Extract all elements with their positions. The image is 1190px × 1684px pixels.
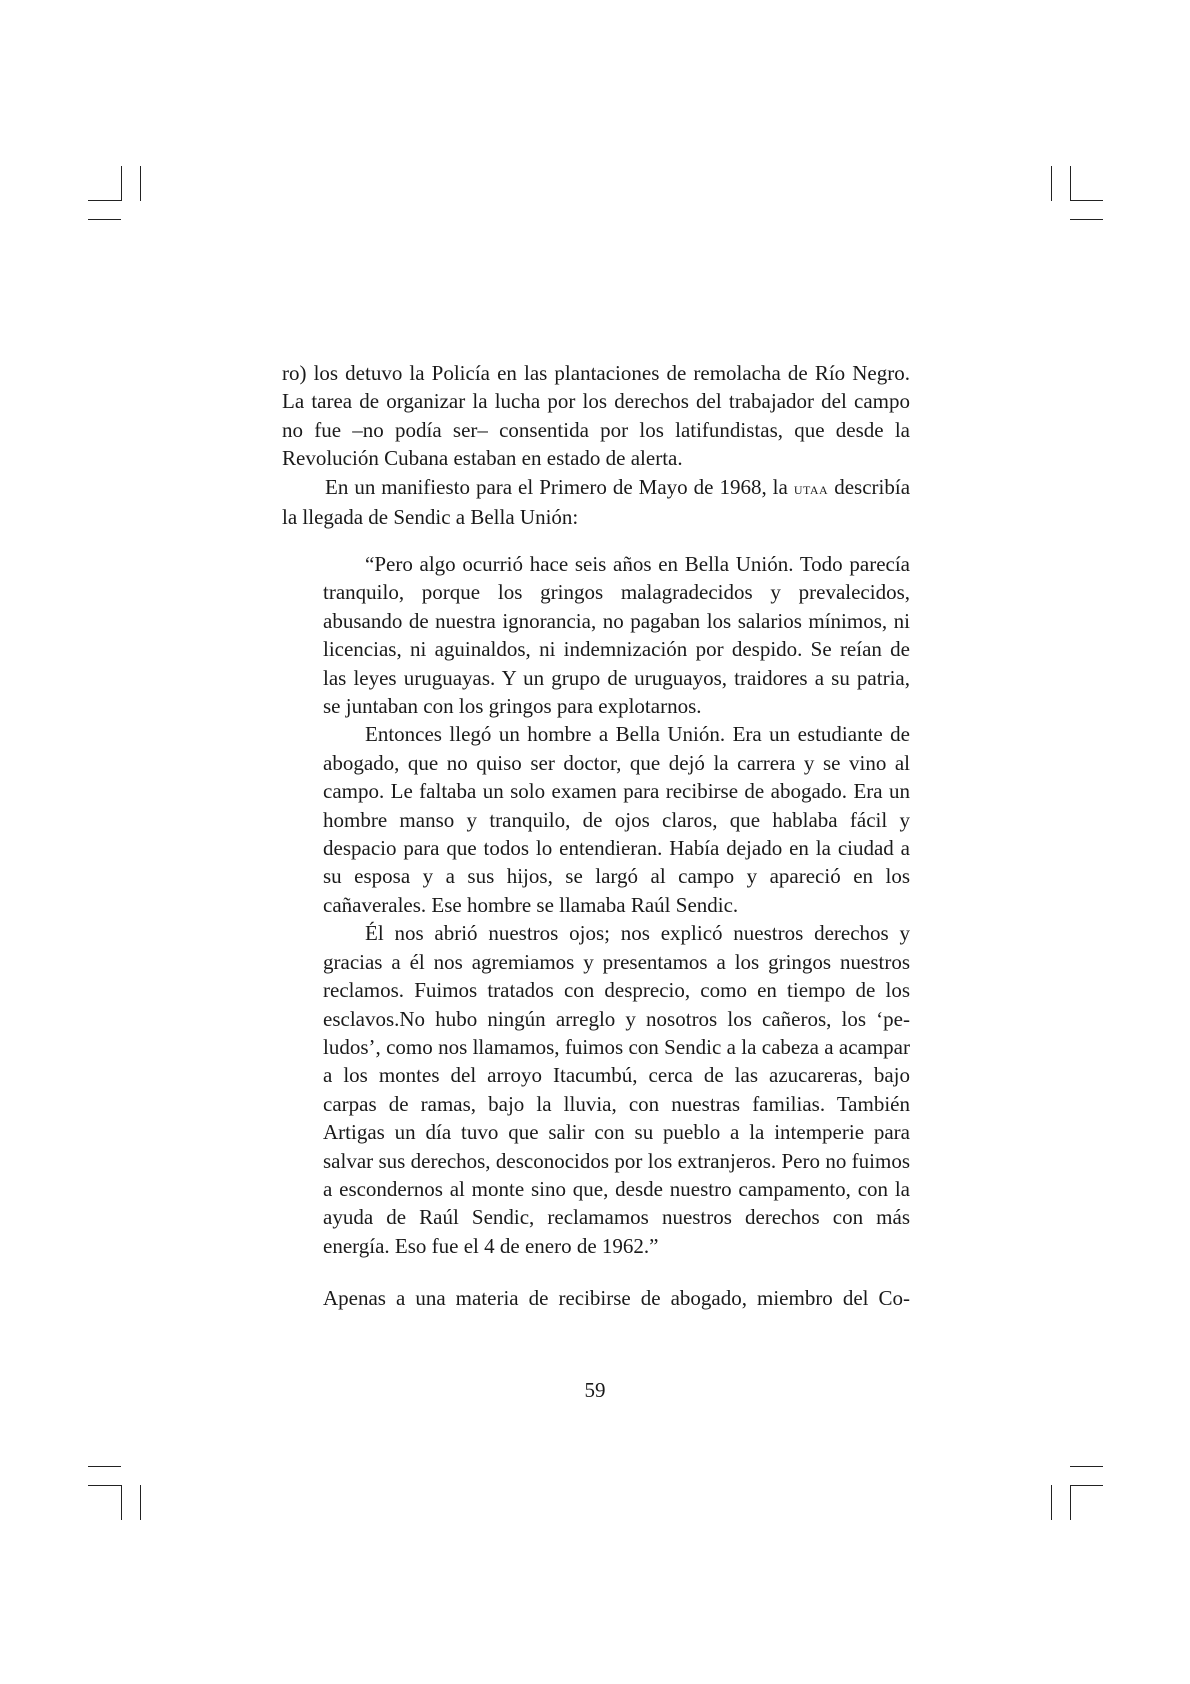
paragraph-text: En un manifiesto para el Primero de Mayo de 1968, la (325, 474, 788, 499)
crop-mark (1051, 166, 1052, 201)
paragraph: ro) los detuvo la Policía en las plantaciones de remolacha de Río Negro. La tarea de organizar la lucha por los derechos del trabajador del campo no fue –no podía ser– consentida por los latifundistas, que desde la Revolución Cubana estaban en estado de alerta. (282, 361, 910, 471)
crop-mark (88, 219, 121, 220)
quote-paragraph: Entonces llegó un hombre a Bella Unión. Era un estudiante de abogado, que no quiso ser doctor, que dejó la carrera y se vino al campo. Le faltaba un solo examen para recibirse de abogado. Era un hombre manso y tranquilo, de ojos claros, que hablaba fácil y despacio para que todos lo entendieran. Había dejado en la ciudad a su esposa y a sus hijos, se largó al campo y apareció en los cañaverales. Ese hombre se llamaba Raúl Sendic. (323, 722, 910, 917)
page-number: 59 (584, 1378, 606, 1402)
crop-mark (1070, 1485, 1071, 1520)
crop-mark (88, 200, 121, 201)
abbreviation: utaa (793, 478, 829, 498)
crop-mark (140, 166, 141, 201)
crop-mark (140, 1485, 141, 1520)
crop-mark (1070, 1485, 1103, 1486)
quote-paragraph: “Pero algo ocurrió hace seis años en Bella Unión. Todo parecía tranquilo, porque los gringos malagradecidos y prevalecidos, abusando de nuestra ignorancia, no pagaban los salarios mínimos, ni licencias, ni aguinaldos, ni indemnización por despido. Se reían de las leyes uruguayas. Y un grupo de uruguayos, traidores a su patria, se juntaban con los gringos para explotarnos. (323, 552, 910, 719)
paragraph (282, 473, 910, 532)
crop-mark (1070, 166, 1071, 201)
paragraph-text: describía la llegada de Sendic a Bella Unión: (282, 474, 911, 530)
crop-mark (88, 1485, 121, 1486)
quote-paragraph: Él nos abrió nuestros ojos; nos explicó nuestros derechos y gracias a él nos agremiamos y presentamos a los gringos nuestros reclamos. Fuimos tratados con desprecio, como en tiempo de los esclavos.No hubo ningún arreglo y nosotros los cañeros, los ‘peludos’, como nos llamamos, fuimos con Sendic a la cabeza a acampar a los montes del arroyo Itacumbú, cerca de las azucareras, bajo carpas de ramas, bajo la lluvia, con nuestras familias. También Artigas un día tuvo que salir con su pueblo a la intemperie para salvar sus derechos, desconocidos por los extranjeros. Pero no fuimos a escondernos al monte sino que, desde nuestro campamento, con la ayuda de Raúl Sendic, reclamamos nuestros derechos con más energía. Eso fue el 4 de enero de 1962.” (323, 921, 910, 1258)
crop-mark (1070, 200, 1103, 201)
crop-mark (1051, 1485, 1052, 1520)
block-quote (323, 550, 910, 1260)
crop-mark (121, 166, 122, 201)
crop-mark (1070, 1466, 1103, 1467)
body-text (282, 359, 910, 531)
crop-mark (1070, 219, 1103, 220)
paragraph: Apenas a una materia de recibirse de abogado, miembro del Co- (323, 1286, 910, 1310)
crop-mark (88, 1466, 121, 1467)
crop-mark (121, 1485, 122, 1520)
